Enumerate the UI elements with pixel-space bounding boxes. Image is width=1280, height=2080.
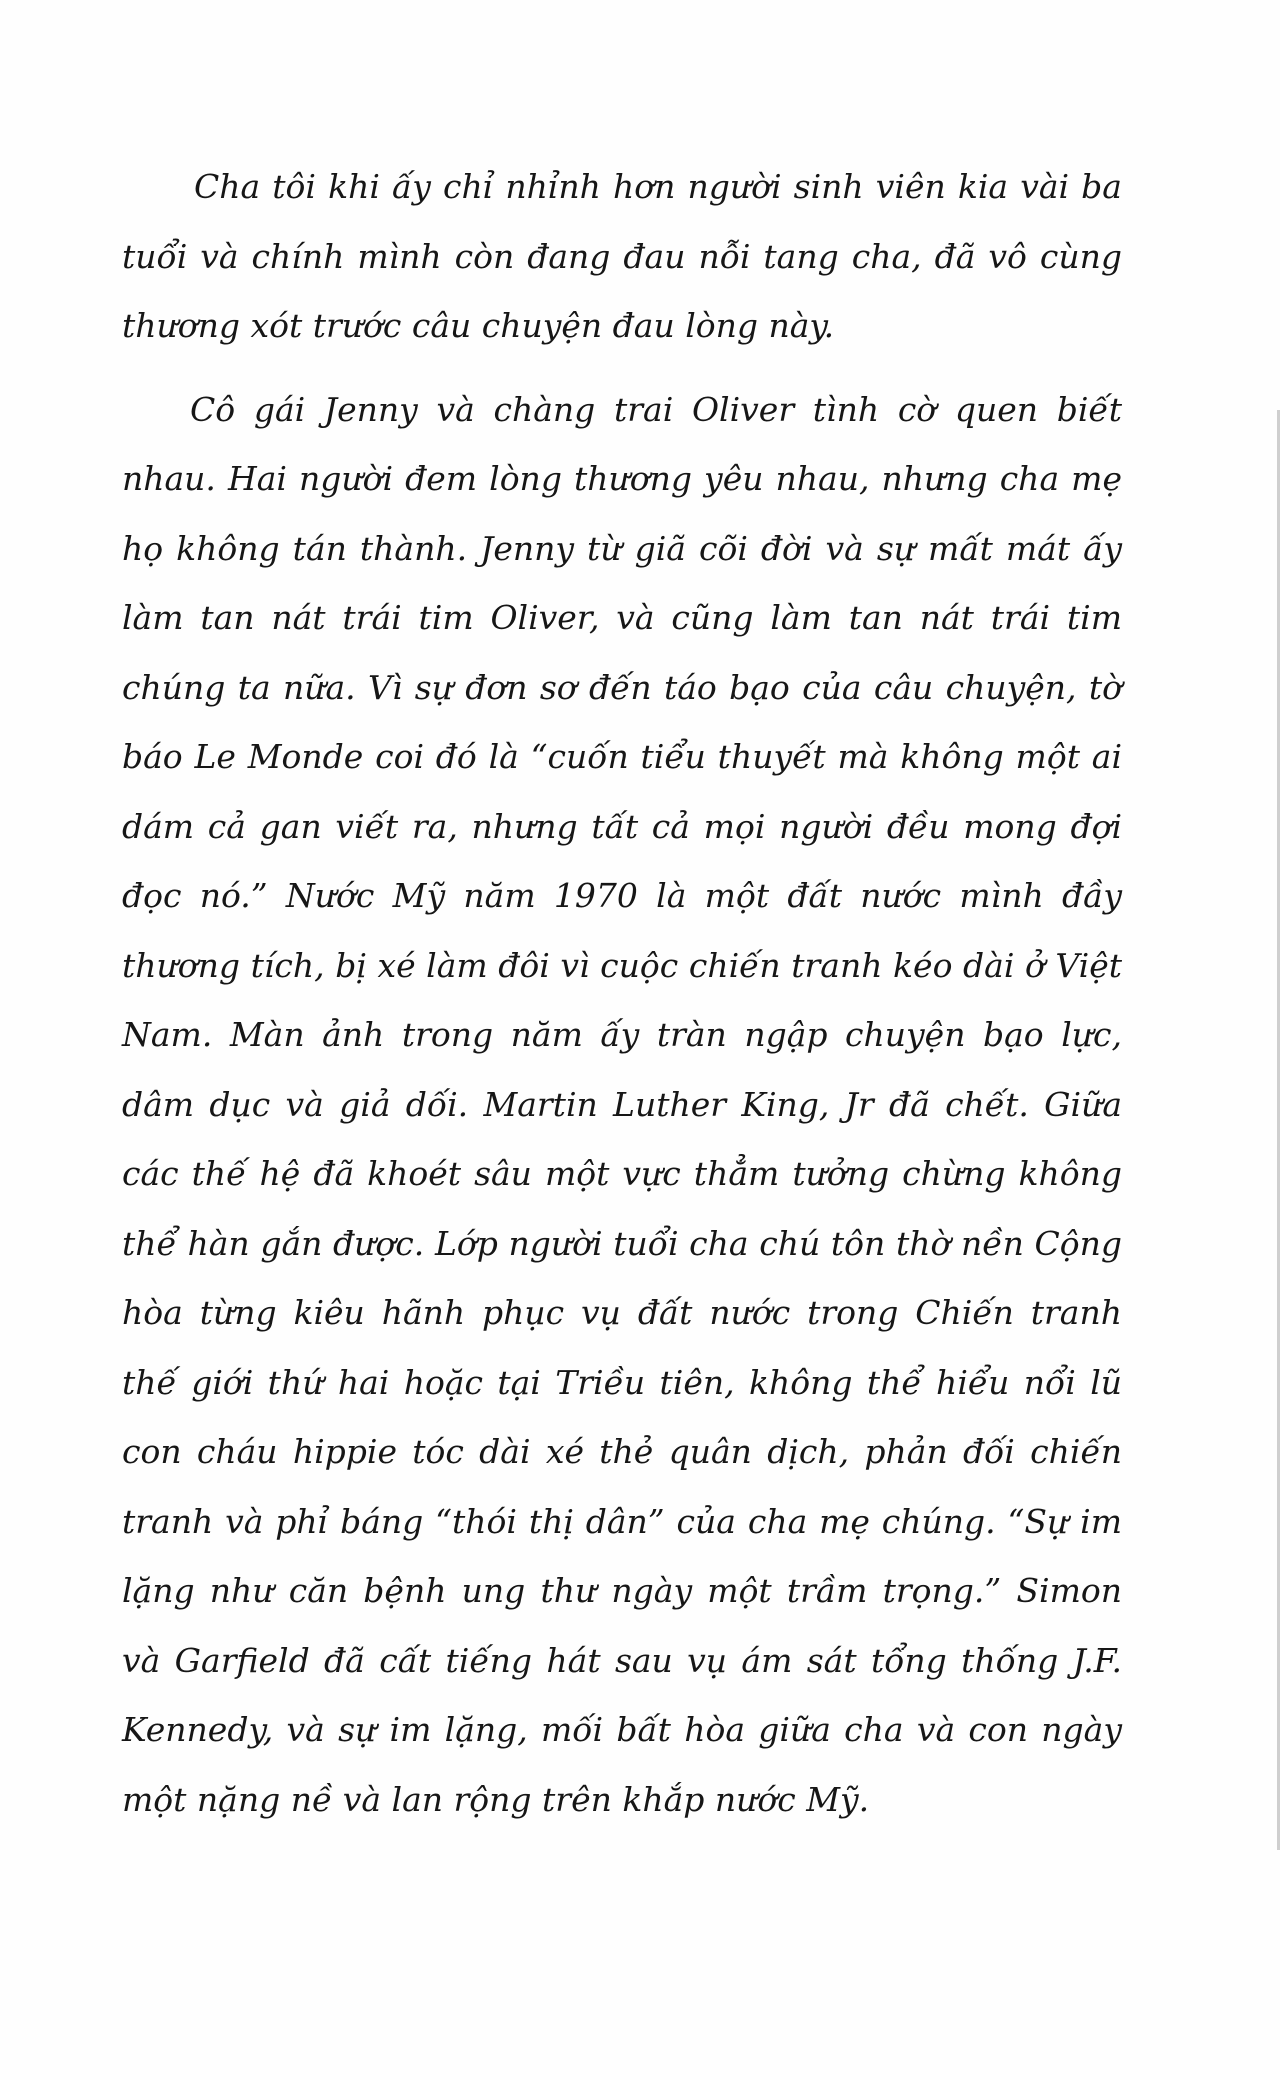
- body-text: [122, 152, 1122, 1834]
- paragraph-1: Cha tôi khi ấy chỉ nhỉnh hơn người sinh viên kia vài ba tuổi và chính mình còn đang đau nỗi tang cha, đã vô cùng thương xót trước câu chuyện đau lòng này.: [122, 167, 1122, 345]
- paragraph-2: Cô gái Jenny và chàng trai Oliver tình cờ quen biết nhau. Hai người đem lòng thương yêu nhau, nhưng cha mẹ họ không tán thành. Jenny từ giã cõi đời và sự mất mát ấy làm tan nát trái tim Oliver, và cũng làm tan nát trái tim chúng ta nữa. Vì sự đơn sơ đến táo bạo của câu chuyện, tờ báo Le Monde coi đó là “cuốn tiểu thuyết mà không một ai dám cả gan viết ra, nhưng tất cả mọi người đều mong đợi đọc nó.” Nước Mỹ năm 1970 là một đất nước mình đầy thương tích, bị xé làm đôi vì cuộc chiến tranh kéo dài ở Việt Nam. Màn ảnh trong năm ấy tràn ngập chuyện bạo lực, dâm dục và giả dối. Martin Luther King, Jr đã chết. Giữa các thế hệ đã khoét sâu một vực thẳm tưởng chừng không thể hàn gắn được. Lớp người tuổi cha chú tôn thờ nền Cộng hòa từng kiêu hãnh phục vụ đất nước trong Chiến tranh thế giới thứ hai hoặc tại Triều tiên, không thể hiểu nổi lũ con cháu hippie tóc dài xé thẻ quân dịch, phản đối chiến tranh và phỉ báng “thói thị dân” của cha mẹ chúng. “Sự im lặng như căn bệnh ung thư ngày một trầm trọng.” Simon và Garfield đã cất tiếng hát sau vụ ám sát tổng thống J.F. Kennedy, và sự im lặng, mối bất hòa giữa cha và con ngày một nặng nề và lan rộng trên khắp nước Mỹ.: [122, 389, 1122, 1819]
